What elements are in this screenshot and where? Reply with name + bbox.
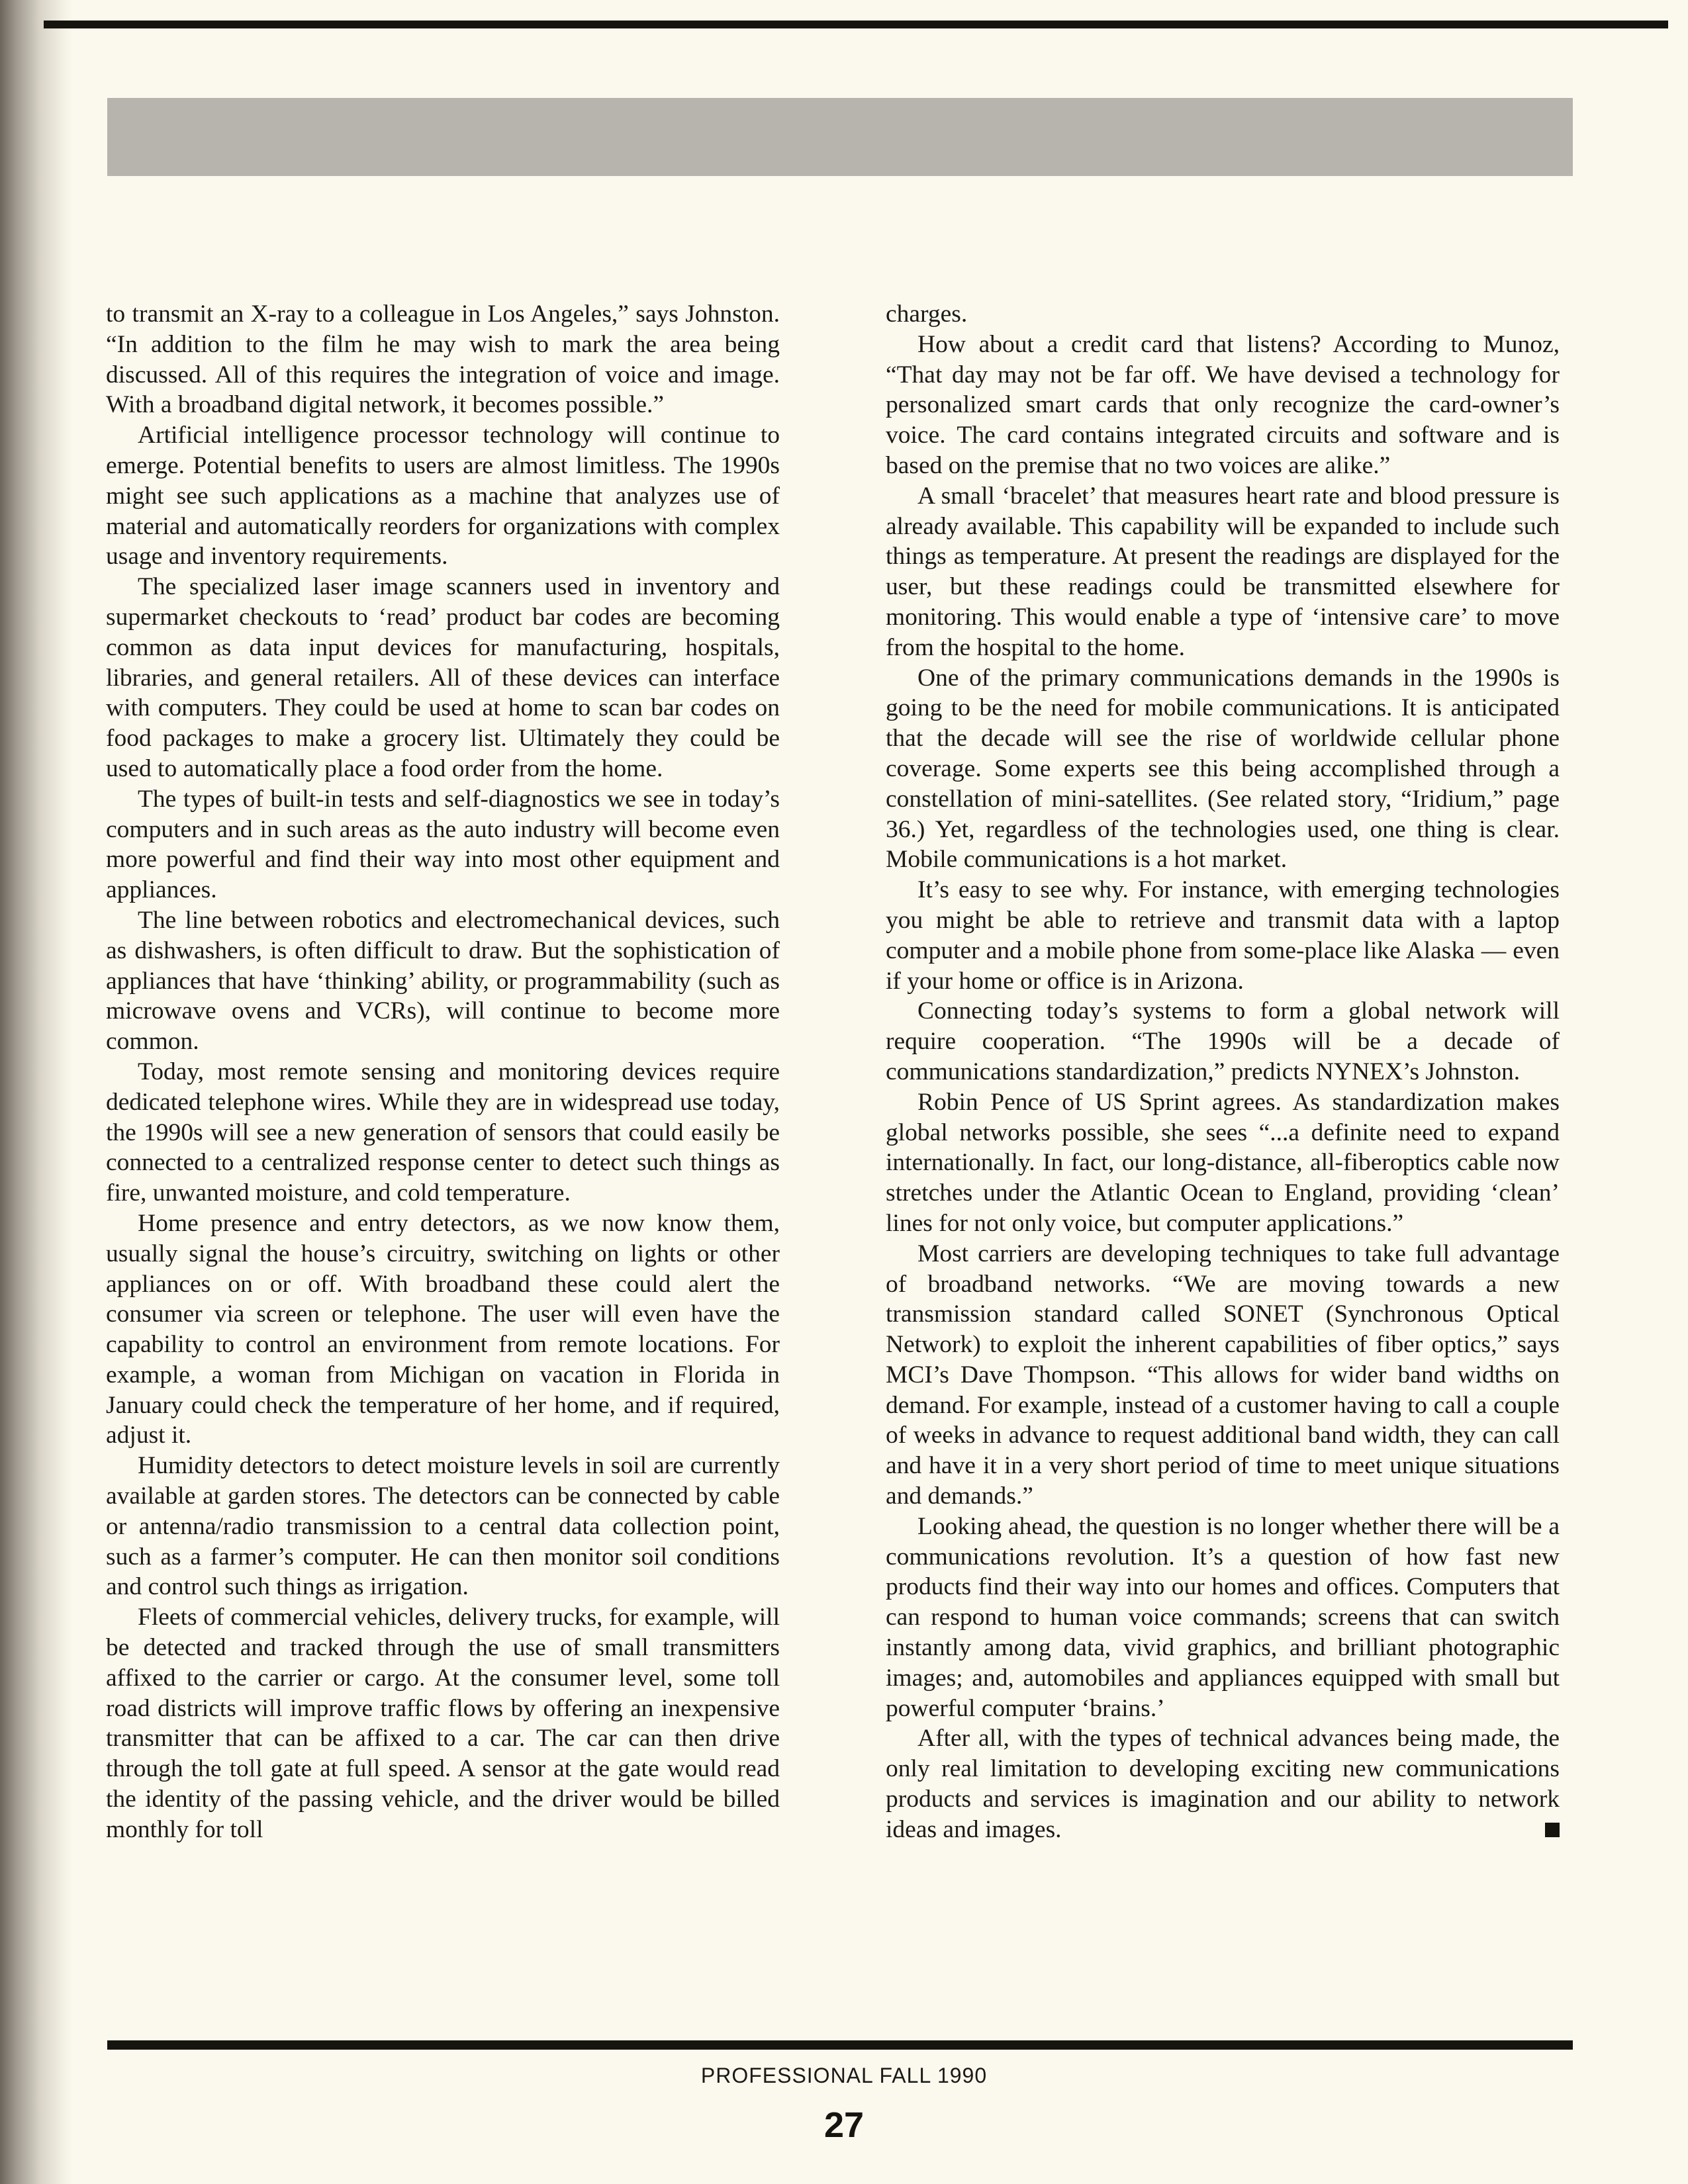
paragraph: Home presence and entry detectors, as we now know them, usually signal the house’s circuitry, switching on lights or other appliances on or off. With broadband these could alert the consumer via screen or telephone. The user will even have the capability to control an environment from remote locations. For example, a woman from Michigan on vacation in Florida in January could check the temperature of her home, and if required, adjust it. bbox=[106, 1209, 780, 1449]
paragraph: Robin Pence of US Sprint agrees. As standardization makes global networks possible, she sees “...a definite need to expand internationally. In fact, our long-distance, all-fiberoptics cable now stretches under the Atlantic Ocean to England, providing ‘clean’ lines for not only voice, but computer applications.” bbox=[886, 1088, 1560, 1237]
paragraph: Looking ahead, the question is no longer whether there will be a communications revolution. It’s a question of how fast new products find their way into our homes and offices. Computers that can respond to human voice commands; screens that can switch instantly among data, vivid graphics, and brilliant photographic images; and, automobiles and appliances equipped with small but powerful computer ‘brains.’ bbox=[886, 1512, 1560, 1722]
paragraph: Humidity detectors to detect moisture levels in soil are currently available at garden stores. The detectors can be connected by cable or antenna/radio transmission to a central data collection point, such as a farmer’s computer. He can then monitor soil conditions and control such things as irrigation. bbox=[106, 1452, 780, 1601]
binding-shadow bbox=[0, 0, 73, 2184]
paragraph: to transmit an X-ray to a colleague in Los Angeles,” says Johnston. “In addition to the film he may wish to mark the area being discussed. All of this requires the integration of voice and image. With a broadband digital network, it becomes possible.” bbox=[106, 300, 780, 419]
publication-footer: PROFESSIONAL FALL 1990 bbox=[700, 2064, 988, 2087]
bottom-rule bbox=[107, 2040, 1573, 2050]
paragraph: How about a credit card that listens? According to Munoz, “That day may not be far off. We have devised a technology for personalized smart cards that only recognize the card-owner’s voice. The card contains integrated circuits and software and is based on the premise that no two voices are alike.” bbox=[886, 330, 1560, 479]
paragraph: Connecting today’s systems to form a global network will require cooperation. “The 1990s will be a decade of communications standardization,” predicts NYNEX’s Johnston. bbox=[886, 997, 1560, 1085]
paragraph: Most carriers are developing techniques to take full advantage of broadband networks. “We are moving towards a new transmission standard called SONET (Synchronous Optical Network) to exploit the inherent capabilities of fiber optics,” says MCI’s Dave Thompson. “This allows for wider band widths on demand. For example, instead of a customer having to call a couple of weeks in advance to request additional band width, they can call and have it in a very short period of time to meet unique situations and demands.” bbox=[886, 1240, 1560, 1510]
paragraph: The specialized laser image scanners used in inventory and supermarket checkouts to ‘read’ product bar codes are becoming common as data input devices for manufacturing, hospitals, libraries, and general retailers. All of these devices can interface with computers. They could be used at home to scan bar codes on food packages to make a grocery list. Ultimately they could be used to automatically place a food order from the home. bbox=[106, 573, 780, 782]
paragraph-last-text: After all, with the types of technical advances being made, the only real limitation to developing exciting new communications products and services is imagination and our ability to network ideas and images. bbox=[886, 1725, 1560, 1843]
paragraph: charges. bbox=[886, 300, 968, 328]
paragraph-last bbox=[886, 1723, 1560, 1844]
paragraph: One of the primary communications demands in the 1990s is going to be the need for mobile communications. It is anticipated that the decade will see the rise of worldwide cellular phone coverage. Some experts see this being accomplished through a constellation of mini-satellites. (See related story, “Iridium,” page 36.) Yet, regardless of the technologies used, one thing is clear. Mobile communications is a hot market. bbox=[886, 664, 1560, 874]
right-column bbox=[886, 299, 1560, 1845]
paragraph: Today, most remote sensing and monitoring devices require dedicated telephone wires. While they are in widespread use today, the 1990s will see a new generation of sensors that could easily be connected to a centralized response center to detect such things as fire, unwanted moisture, and cold temperature. bbox=[106, 1058, 780, 1207]
header-band bbox=[107, 98, 1573, 176]
paragraph: It’s easy to see why. For instance, with emerging technologies you might be able to retrieve and transmit data with a laptop computer and a mobile phone from some-place like Alaska — even if your home or office is in Arizona. bbox=[886, 876, 1560, 995]
paragraph: The line between robotics and electromechanical devices, such as dishwashers, is often difficult to draw. But the sophistication of appliances that have ‘thinking’ ability, or programmability (such as microwave ovens and VCRs), will continue to become more common. bbox=[106, 906, 780, 1056]
paragraph: Fleets of commercial vehicles, delivery trucks, for example, will be detected and tracked through the use of small transmitters affixed to the carrier or cargo. At the consumer level, some toll road districts will improve traffic flows by offering an inexpensive transmitter that can be affixed to a car. The car can then drive through the toll gate at full speed. A sensor at the gate would read the identity of the passing vehicle, and the driver would be billed monthly for toll bbox=[106, 1604, 780, 1843]
paragraph: Artificial intelligence processor technology will continue to emerge. Potential benefits to users are almost limitless. The 1990s might see such applications as a machine that analyzes use of material and automatically reorders for organizations with complex usage and inventory requirements. bbox=[106, 422, 780, 570]
paragraph: A small ‘bracelet’ that measures heart rate and blood pressure is already available. This capability will be expanded to include such things as temperature. At present the readings are displayed for the user, but these readings could be transmitted elsewhere for monitoring. This would enable a type of ‘intensive care’ to move from the hospital to the home. bbox=[886, 482, 1560, 661]
top-rule bbox=[44, 21, 1668, 28]
paragraph: The types of built-in tests and self-diagnostics we see in today’s computers and in such areas as the auto industry will become even more powerful and find their way into most other equipment and appliances. bbox=[106, 785, 780, 904]
page-number: 27 bbox=[823, 2105, 865, 2145]
end-of-article-mark bbox=[1545, 1823, 1560, 1837]
left-column bbox=[106, 299, 780, 1845]
